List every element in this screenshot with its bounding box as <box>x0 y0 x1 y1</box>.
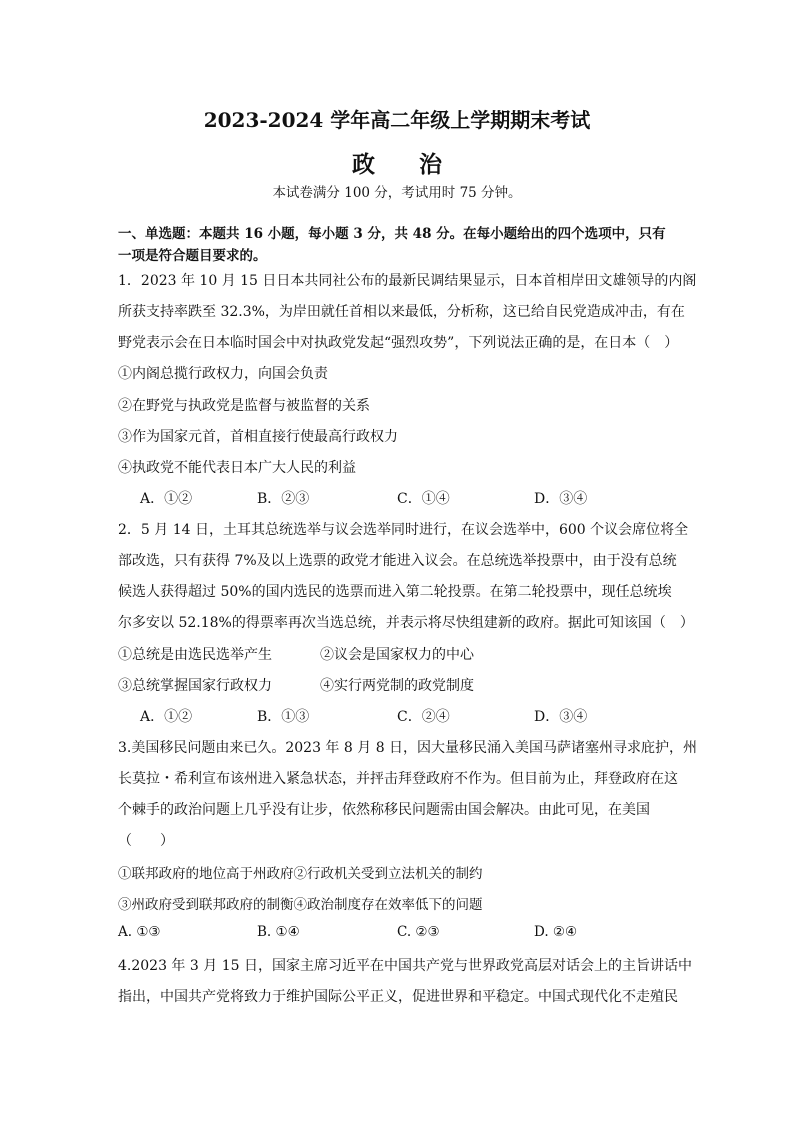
section-heading-line-2: 一项是符合题目要求的。 <box>118 248 267 264</box>
q1-item-3: ③作为国家元首，首相直接行使最高行政权力 <box>118 429 398 445</box>
q1-item-4: ④执政党不能代表日本广大人民的利益 <box>118 460 356 476</box>
q4-stem-line-2: 指出，中国共产党将致力于维护国际公平正义，促进世界和平稳定。中国式现代化不走殖民 <box>118 989 678 1005</box>
q1-option-a[interactable]: A．①② <box>140 491 193 507</box>
q2-option-b[interactable]: B．①③ <box>257 709 310 725</box>
q2-item-2: ②议会是国家权力的中心 <box>320 647 474 663</box>
q2-stem-line-2: 部改选，只有获得 7%及以上选票的政党才能进入议会。在总统选举投票中，由于没有总统 <box>118 553 677 569</box>
exam-title: 2023-2024 学年高二年级上学期期末考试 <box>203 108 591 132</box>
q1-option-c[interactable]: C．①④ <box>397 491 450 507</box>
q1-stem-line-1: 1．2023 年 10 月 15 日日本共同社公布的最新民调结果显示，日本首相岸田文雄领导的内阁 <box>118 273 697 289</box>
q3-option-b[interactable]: B. ①④ <box>257 924 300 940</box>
q1-item-2: ②在野党与执政党是监督与被监督的关系 <box>118 398 370 414</box>
q2-item-4: ④实行两党制的政党制度 <box>320 678 474 694</box>
q3-stem-line-4: （ ） <box>118 833 174 849</box>
q3-option-c[interactable]: C. ②③ <box>397 924 440 940</box>
q3-stem-line-1: 3.美国移民问题由来已久。2023 年 8 月 8 日，因大量移民涌入美国马萨诸塞州寻求庇护，州 <box>118 740 698 756</box>
q3-items-line-1: ①联邦政府的地位高于州政府②行政机关受到立法机关的制约 <box>118 866 483 882</box>
q1-stem-line-2: 所获支持率跌至 32.3%，为岸田就任首相以来最低，分析称，这已给自民党造成冲击，有在 <box>118 304 685 320</box>
q2-stem-line-1: 2．5 月 14 日，土耳其总统选举与议会选举同时进行，在议会选举中，600 个议会席位将全 <box>118 522 689 538</box>
q3-items-line-2: ③州政府受到联邦政府的制衡④政治制度存在效率低下的问题 <box>118 897 483 913</box>
section-heading-line-1: 一、单选题：本题共 16 小题，每小题 3 分，共 48 分。在每小题给出的四个选项中，只有 <box>118 226 666 242</box>
q1-stem-line-3: 野党表示会在日本临时国会中对执政党发起“强烈攻势”，下列说法正确的是，在日本（ ） <box>118 335 679 351</box>
q4-stem-line-1: 4.2023 年 3 月 15 日，国家主席习近平在中国共产党与世界政党高层对话会上的主旨讲话中 <box>118 958 692 974</box>
q1-option-b[interactable]: B．②③ <box>257 491 310 507</box>
q3-option-a[interactable]: A. ①③ <box>118 924 161 940</box>
q2-item-3: ③总统掌握国家行政权力 <box>118 678 272 694</box>
q2-item-1: ①总统是由选民选举产生 <box>118 647 272 663</box>
q2-stem-line-4: 尔多安以 52.18%的得票率再次当选总统，并表示将尽快组建新的政府。据此可知该国（ ） <box>118 615 694 631</box>
q3-stem-line-2: 长莫拉・希利宣布该州进入紧急状态，并抨击拜登政府不作为。但目前为止，拜登政府在这 <box>118 771 678 787</box>
exam-note: 本试卷满分 100 分，考试用时 75 分钟。 <box>272 185 522 201</box>
q2-option-c[interactable]: C．②④ <box>397 709 450 725</box>
q3-stem-line-3: 个棘手的政治问题上几乎没有让步，依然称移民问题需由国会解决。由此可见，在美国 <box>118 802 650 818</box>
q2-option-d[interactable]: D．③④ <box>534 709 588 725</box>
subject-title: 政治 <box>352 151 486 178</box>
q2-option-a[interactable]: A．①② <box>140 709 193 725</box>
q2-stem-line-3: 候选人获得超过 50%的国内选民的选票而进入第二轮投票。在第二轮投票中，现任总统埃 <box>118 584 672 600</box>
q1-item-1: ①内阁总揽行政权力，向国会负责 <box>118 366 328 382</box>
q1-option-d[interactable]: D．③④ <box>534 491 588 507</box>
q3-option-d[interactable]: D. ②④ <box>534 924 578 940</box>
